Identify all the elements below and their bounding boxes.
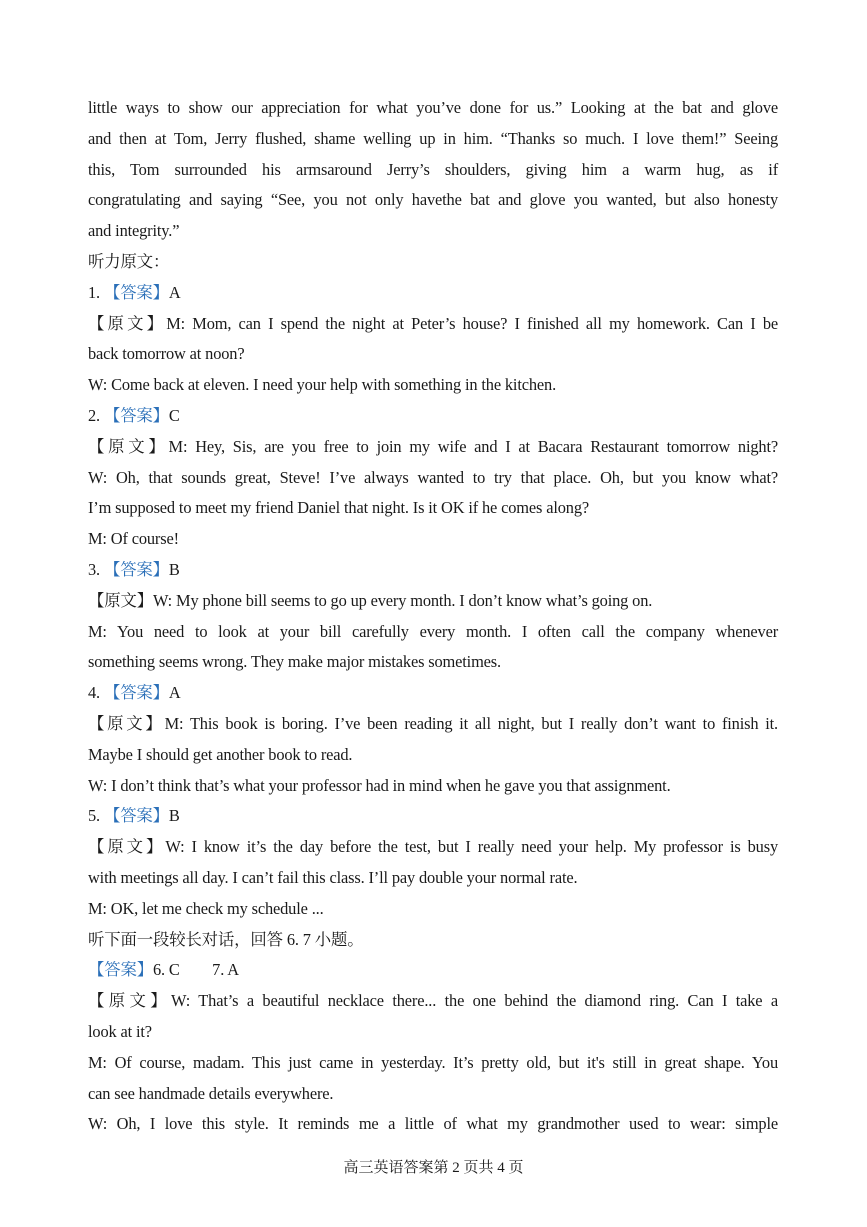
listening-item-1 bbox=[88, 278, 778, 401]
answer-label: 【答案】 bbox=[103, 405, 169, 425]
transcript-line: I’m supposed to meet my friend Daniel that night. Is it OK if he comes along? bbox=[88, 498, 589, 518]
transcript-line: 【原文】M: Hey, Sis, are you free to join my wife and I at Bacara Restaurant tomorrow night? bbox=[88, 436, 778, 456]
transcript-line: W: Come back at eleven. I need your help with something in the kitchen. bbox=[88, 375, 557, 395]
transcript-line: 【原文】W: I know it’s the day before the test, but I really need your help. My professor is busy bbox=[88, 837, 778, 857]
transcript-label: 【原文】 bbox=[88, 313, 167, 333]
transcript-line: M: OK, let me check my schedule ... bbox=[88, 898, 324, 918]
story-line: and then at Tom, Jerry flushed, shame welling up in him. “Thanks so much. I love them!” Seeing bbox=[88, 128, 778, 148]
item-number: 3. bbox=[88, 559, 100, 579]
transcript-line: M: Of course! bbox=[88, 529, 179, 549]
answer-label: 【答案】 bbox=[103, 806, 169, 826]
answer-value: B bbox=[168, 806, 180, 826]
item-number: 5. bbox=[88, 806, 100, 826]
story-line: and integrity.” bbox=[88, 221, 180, 241]
long-dialogue bbox=[88, 925, 778, 1141]
transcript-line: Maybe I should get another book to read. bbox=[88, 744, 353, 764]
transcript-line: with meetings all day. I can’t fail this class. I’ll pay double your normal rate. bbox=[88, 867, 578, 887]
transcript-line: 【原文】W: My phone bill seems to go up every month. I don’t know what’s going on. bbox=[88, 590, 653, 610]
long-dialogue-intro: 听下面一段较长对话，回答 6. 7 小题。 bbox=[88, 929, 364, 949]
answer-label: 【答案】 bbox=[103, 282, 169, 302]
answer-line bbox=[88, 401, 778, 432]
item-number: 2. bbox=[88, 405, 100, 425]
transcript-line: M: You need to look at your bill carefully every month. I often call the company whenever bbox=[88, 621, 778, 641]
answer-line bbox=[88, 678, 778, 709]
transcript-line: W: Oh, that sounds great, Steve! I’ve always wanted to try that place. Oh, but you know what? bbox=[88, 467, 778, 487]
listening-item-3 bbox=[88, 555, 778, 678]
transcript-line: 【原文】M: Mom, can I spend the night at Peter’s house? I finished all my homework. Can I be bbox=[88, 313, 778, 333]
transcript-line: look at it? bbox=[88, 1021, 152, 1041]
answer-line bbox=[88, 955, 778, 986]
transcript-label: 【原文】 bbox=[88, 991, 172, 1011]
transcript-label: 【原文】 bbox=[88, 590, 153, 610]
listening-item-5 bbox=[88, 801, 778, 924]
transcript-line: W: Oh, I love this style. It reminds me a little of what my grandmother used to wear: simple bbox=[88, 1114, 778, 1134]
transcript-label: 【原文】 bbox=[88, 713, 165, 733]
section-heading: 听力原文： bbox=[88, 251, 170, 271]
transcript-label: 【原文】 bbox=[88, 837, 166, 857]
story-paragraph bbox=[88, 93, 778, 247]
transcript-line: W: I don’t think that’s what your professor had in mind when he gave you that assignment. bbox=[88, 775, 671, 795]
answer-value: B bbox=[168, 559, 180, 579]
item-number: 1. bbox=[88, 282, 100, 302]
item-number: 4. bbox=[88, 683, 100, 703]
story-line: congratulating and saying “See, you not only havethe bat and glove you wanted, but also honesty bbox=[88, 190, 778, 210]
document-body bbox=[88, 93, 778, 1140]
transcript-line: M: Of course, madam. This just came in yesterday. It’s pretty old, but it's still in great shape. You bbox=[88, 1052, 778, 1072]
transcript-line: 【原文】M: This book is boring. I’ve been reading it all night, but I really don’t want to finish it. bbox=[88, 713, 779, 733]
answer-value: 6. C 7. A bbox=[152, 960, 239, 980]
transcript-line: can see handmade details everywhere. bbox=[88, 1083, 334, 1103]
story-line: little ways to show our appreciation for what you’ve done for us.” Looking at the bat and glove bbox=[88, 98, 778, 117]
answer-label: 【答案】 bbox=[103, 559, 169, 579]
listening-item-4 bbox=[88, 678, 778, 801]
story-line: this, Tom surrounded his armsaround Jerry’s shoulders, giving him a warm hug, as if bbox=[88, 159, 778, 179]
transcript-line: something seems wrong. They make major mistakes sometimes. bbox=[88, 652, 501, 672]
page-footer: 高三英语答案第 2 页共 4 页 bbox=[343, 1160, 524, 1176]
answer-label: 【答案】 bbox=[88, 960, 153, 980]
answer-line bbox=[88, 278, 778, 309]
transcript-line: back tomorrow at noon? bbox=[88, 344, 245, 364]
transcript-label: 【原文】 bbox=[88, 436, 169, 456]
answer-label: 【答案】 bbox=[103, 683, 169, 703]
transcript-line: 【原文】W: That’s a beautiful necklace there... the one behind the diamond ring. Can I take a bbox=[88, 991, 778, 1011]
answer-value: A bbox=[168, 282, 181, 302]
answer-value: A bbox=[168, 683, 181, 703]
answer-line bbox=[88, 555, 778, 586]
listening-item-2 bbox=[88, 401, 778, 555]
answer-value: C bbox=[168, 405, 180, 425]
answer-line bbox=[88, 801, 778, 832]
